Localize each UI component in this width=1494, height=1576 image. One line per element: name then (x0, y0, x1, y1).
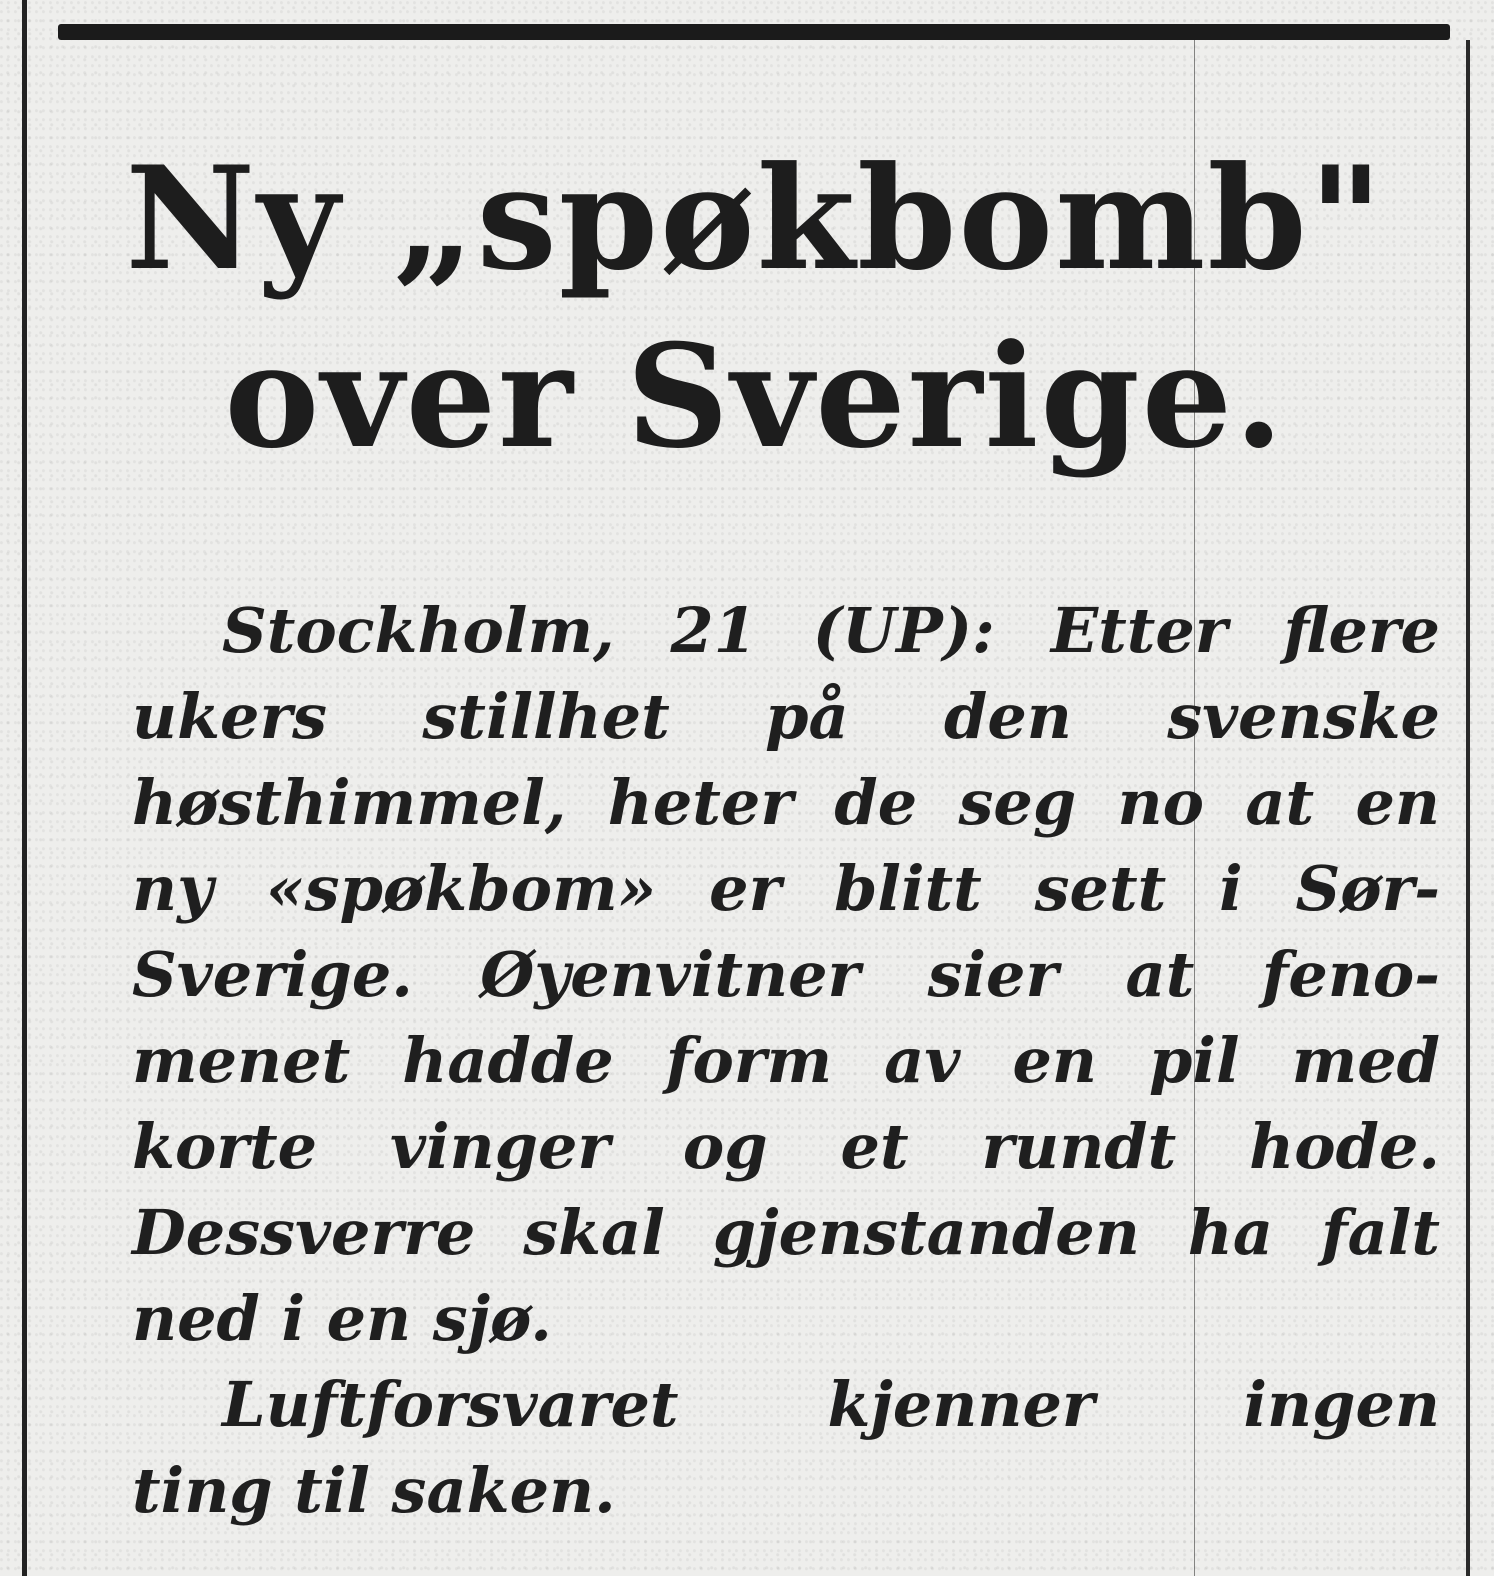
body-line: ting til saken. (132, 1454, 616, 1527)
body-line: ned i en sjø. (132, 1282, 552, 1355)
body-line: Dessverre skal gjenstanden ha falt (132, 1196, 1440, 1269)
left-column-rule (22, 0, 27, 1576)
article-headline (60, 130, 1450, 486)
article-body (132, 588, 1440, 1534)
body-line: ny «spøkbom» er blitt sett i Sør- (132, 852, 1440, 925)
body-line: Stockholm, 21 (UP): Etter flere (222, 594, 1440, 667)
headline-line-1: Ny „spøkbomb" (125, 136, 1385, 302)
top-rule (58, 24, 1450, 40)
body-line: Luftforsvaret kjenner ingen (222, 1368, 1440, 1441)
body-line: korte vinger og et rundt hode. (132, 1110, 1440, 1183)
paragraph-1 (132, 588, 1440, 1362)
right-column-rule (1466, 40, 1470, 1576)
body-line: Sverige. Øyenvitner sier at feno- (132, 938, 1440, 1011)
headline-line-2: over Sverige. (224, 314, 1286, 480)
body-line: høsthimmel, heter de seg no at en (132, 766, 1440, 839)
body-line: ukers stillhet på den svenske (132, 680, 1440, 753)
body-line: menet hadde form av en pil med (132, 1024, 1440, 1097)
paragraph-2 (132, 1362, 1440, 1534)
